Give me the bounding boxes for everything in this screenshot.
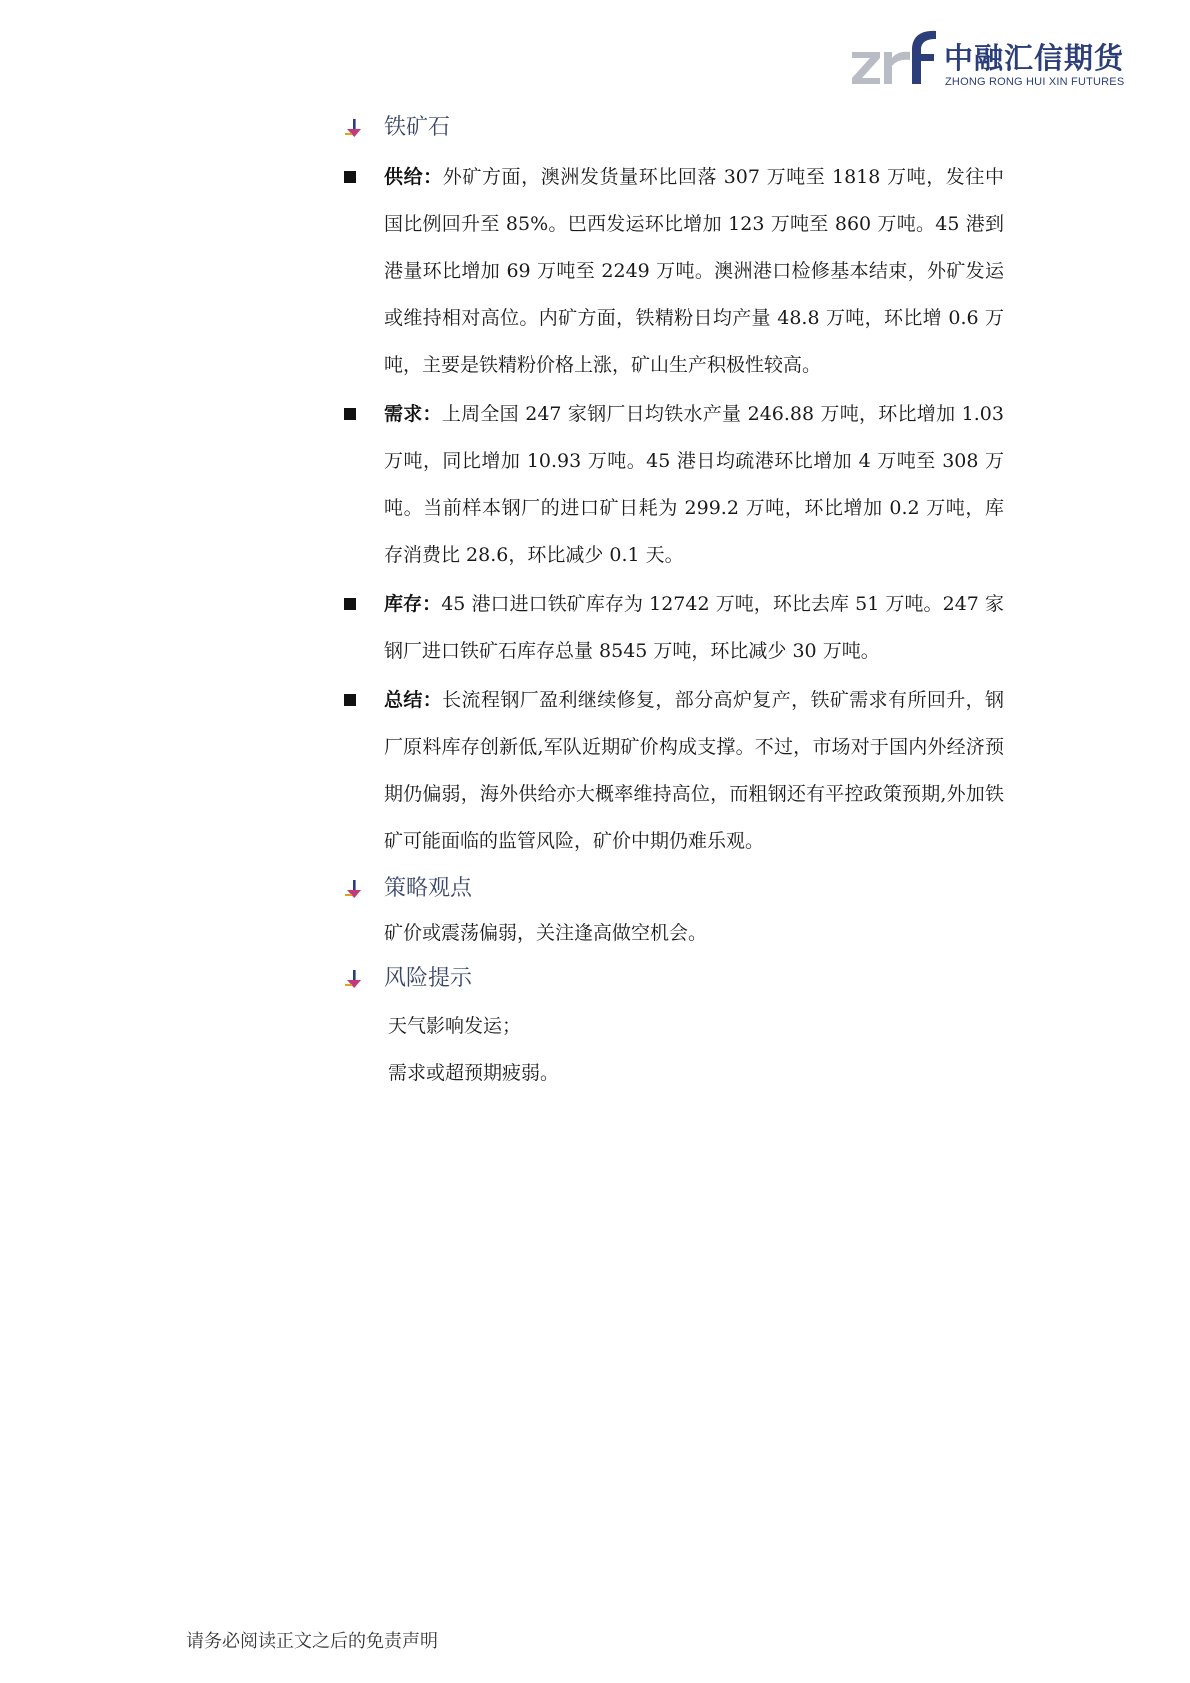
section-heading-risk [340,955,1004,1003]
bullet-demand [340,391,1004,579]
bullet-supply [340,154,1004,389]
down-arrow-bullet-icon [344,969,364,989]
bullet-text: 外矿方面，澳洲发货量环比回落 307 万吨至 1818 万吨，发往中国比例回升至 85%。巴西发运环比增加 123 万吨至 860 万吨。45 港到港量环比增加 69 万吨至 2249 万吨。澳洲港口检修基本结束，外矿发运或维持相对高位。内矿方面，铁精粉日均产量 48.8 万吨，环比增 0.6 万吨，主要是铁精粉价格上涨，矿山生产积极性较高。 [384,166,1004,376]
section-heading-iron-ore [340,104,1004,152]
bullet-summary [340,677,1004,865]
down-arrow-bullet-icon [344,118,364,138]
risk-item: 天气影响发运； [388,1015,522,1037]
logo-english-name: ZHONG RONG HUI XIN FUTURES [945,76,1125,88]
bullet-text: 长流程钢厂盈利继续修复，部分高炉复产，铁矿需求有所回升，钢厂原料库存创新低,军队近期矿价构成支撑。不过，市场对于国内外经济预期仍偏弱，海外供给亦大概率维持高位，而粗钢还有平控政策预期,外加铁矿可能面临的监管风险，矿价中期仍难乐观。 [384,689,1004,852]
section-title: 策略观点 [384,876,473,901]
bullet-text: 45 港口进口铁矿库存为 12742 万吨，环比去库 51 万吨。247 家钢厂进口铁矿石库存总量 8545 万吨，环比减少 30 万吨。 [384,593,1004,662]
bullet-label: 需求： [384,403,442,425]
report-content [340,104,1004,1097]
square-bullet-icon [344,171,356,183]
risk-item: 需求或超预期疲弱。 [388,1062,560,1084]
square-bullet-icon [344,408,356,420]
bullet-label: 总结： [384,689,443,711]
zrf-logo-icon [850,28,942,90]
strategy-text: 矿价或震荡偏弱，关注逢高做空机会。 [384,922,708,944]
square-bullet-icon [344,598,356,610]
footer-disclaimer: 请务必阅读正文之后的免责声明 [186,1631,438,1652]
bullet-text: 上周全国 247 家钢厂日均铁水产量 246.88 万吨，环比增加 1.03 万吨，同比增加 10.93 万吨。45 港日均疏港环比增加 4 万吨至 308 万吨。当前样本钢厂的进口矿日耗为 299.2 万吨，环比增加 0.2 万吨，库存消费比 28.6，环比减少 0.1 天。 [384,403,1004,566]
down-arrow-bullet-icon [344,879,364,899]
section-title: 风险提示 [384,966,473,991]
bullet-inventory [340,581,1004,675]
section-title: 铁矿石 [384,115,451,140]
section-heading-strategy [340,865,1004,913]
square-bullet-icon [344,694,356,706]
company-logo [850,28,1130,90]
bullet-label: 供给： [384,166,443,188]
bullet-label: 库存： [384,593,442,615]
logo-chinese-name: 中融汇信期货 [944,41,1125,75]
